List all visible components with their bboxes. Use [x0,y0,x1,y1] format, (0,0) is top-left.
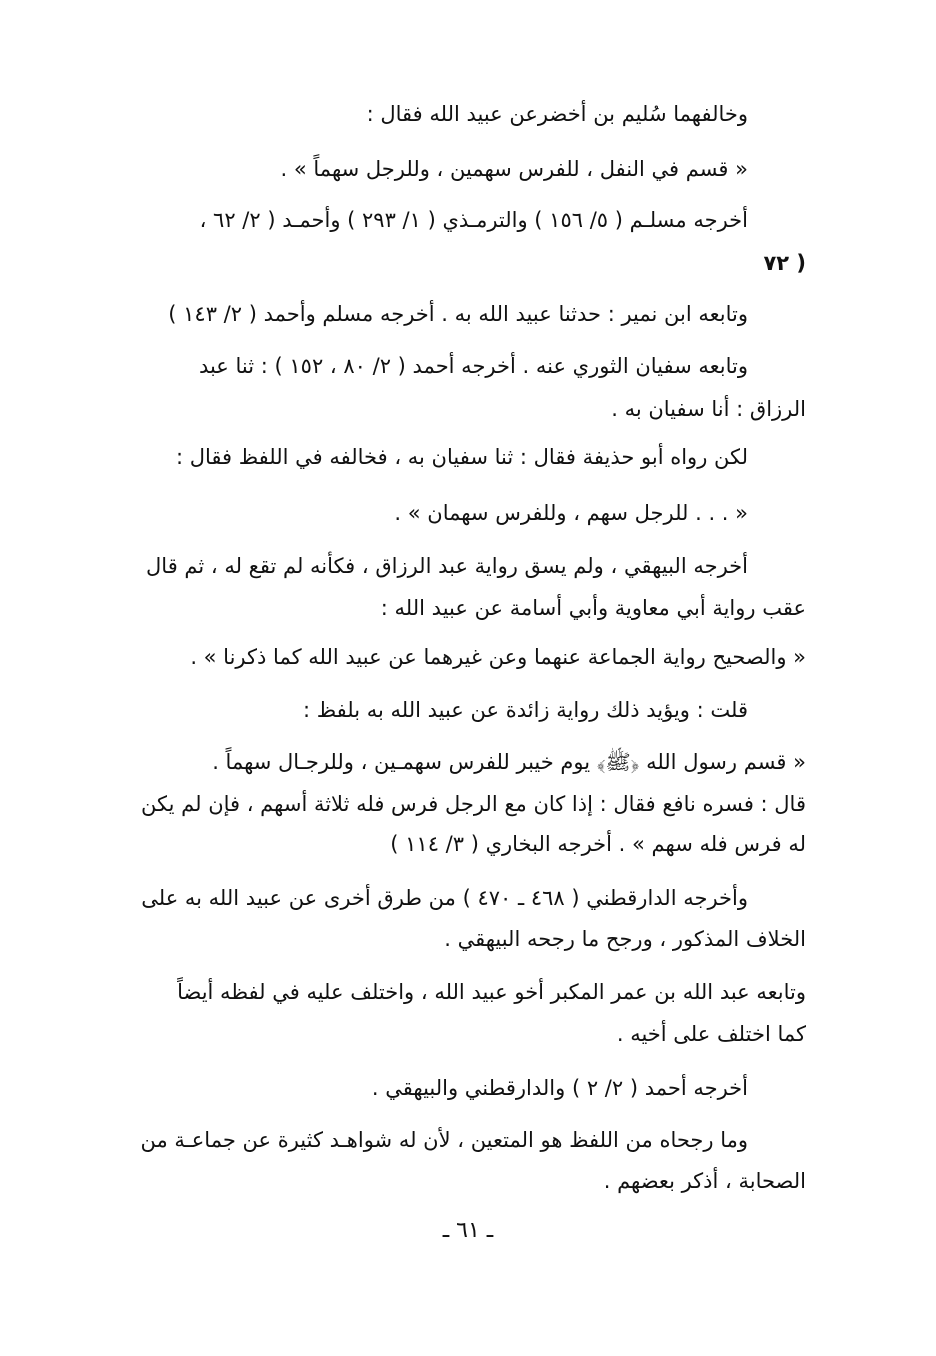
text-line-12: « والصحيح رواية الجماعة عنهما وعن غيرهما عن عبيد الله كما ذكرنا » . [190,645,806,669]
text-line-5: وتابعه ابن نمير : حدثنا عبيد الله به . أخرجه مسلم وأحمد ( ٢/ ١٤٣ ) [168,302,748,326]
text-line-15: قال : فسره نافع فقال : إذا كان مع الرجل فرس فله ثلاثة أسهم ، فإن لم يكن [141,792,806,816]
text-line-19: وتابعه عبد الله بن عمر المكبر أخو عبيد الله ، واختلف عليه في لفظه أيضاً [177,980,806,1004]
text-line-18: الخلاف المذكور ، ورجح ما رجحه البيهقي . [444,927,806,951]
text-line-4: ٧٢ ) [763,251,806,275]
text-line-21: أخرجه أحمد ( ٢/ ٢ ) والدارقطني والبيهقي . [371,1076,748,1100]
text-line-10: أخرجه البيهقي ، ولم يسق رواية عبد الرزاق ، فكأنه لم تقع له ، ثم قال [146,554,748,578]
text-line-13: قلت : ويؤيد ذلك رواية زائدة عن عبيد الله به بلفظ : [302,698,748,722]
text-line-1: وخالفهما سُليم بن أخضرعن عبيد الله فقال : [366,102,748,126]
text-line-23: الصحابة ، أذكر بعضهم . [603,1169,806,1193]
text-line-20: كما اختلف على أخيه . [616,1022,806,1046]
text-line-14: « قسم رسول الله ﴿ﷺ﴾ يوم خيبر للفرس سهمـين ، وللرجـال سهماً . [212,750,806,774]
text-line-17: وأخرجه الدارقطني ( ٤٦٨ ـ ٤٧٠ ) من طرق أخرى عن عبيد الله به على [141,886,748,910]
text-line-8: لكن رواه أبو حذيفة فقال : ثنا سفيان به ، فخالفه في اللفظ فقال : [176,445,748,469]
text-line-22: وما رجحاه من اللفظ هو المتعين ، لأن له شواهـد كثيرة عن جماعـة من [140,1128,748,1152]
text-line-7: الرزاق : أنا سفيان به . [611,397,806,421]
text-line-6: وتابعه سفيان الثوري عنه . أخرجه أحمد ( ٢/ ٨٠ ، ١٥٢ ) : ثنا عبد [198,354,748,378]
text-line-9: « . . . للرجل سهم ، وللفرس سهمان » . [394,501,748,525]
text-line-11: عقب رواية أبي معاوية وأبي أسامة عن عبيد الله : [380,596,806,620]
text-line-2: « قسم في النفل ، للفرس سهمين ، وللرجل سهماً » . [280,157,748,181]
page-number: ـ ٦١ ـ [442,1218,494,1243]
text-line-3: أخرجه مسلـم ( ٥/ ١٥٦ ) والترمـذي ( ١/ ٢٩٣ ) وأحمـد ( ٢/ ٦٢ ، [199,208,748,232]
text-line-16: له فرس فله سهم » . أخرجه البخاري ( ٣/ ١١٤ ) [390,832,806,856]
